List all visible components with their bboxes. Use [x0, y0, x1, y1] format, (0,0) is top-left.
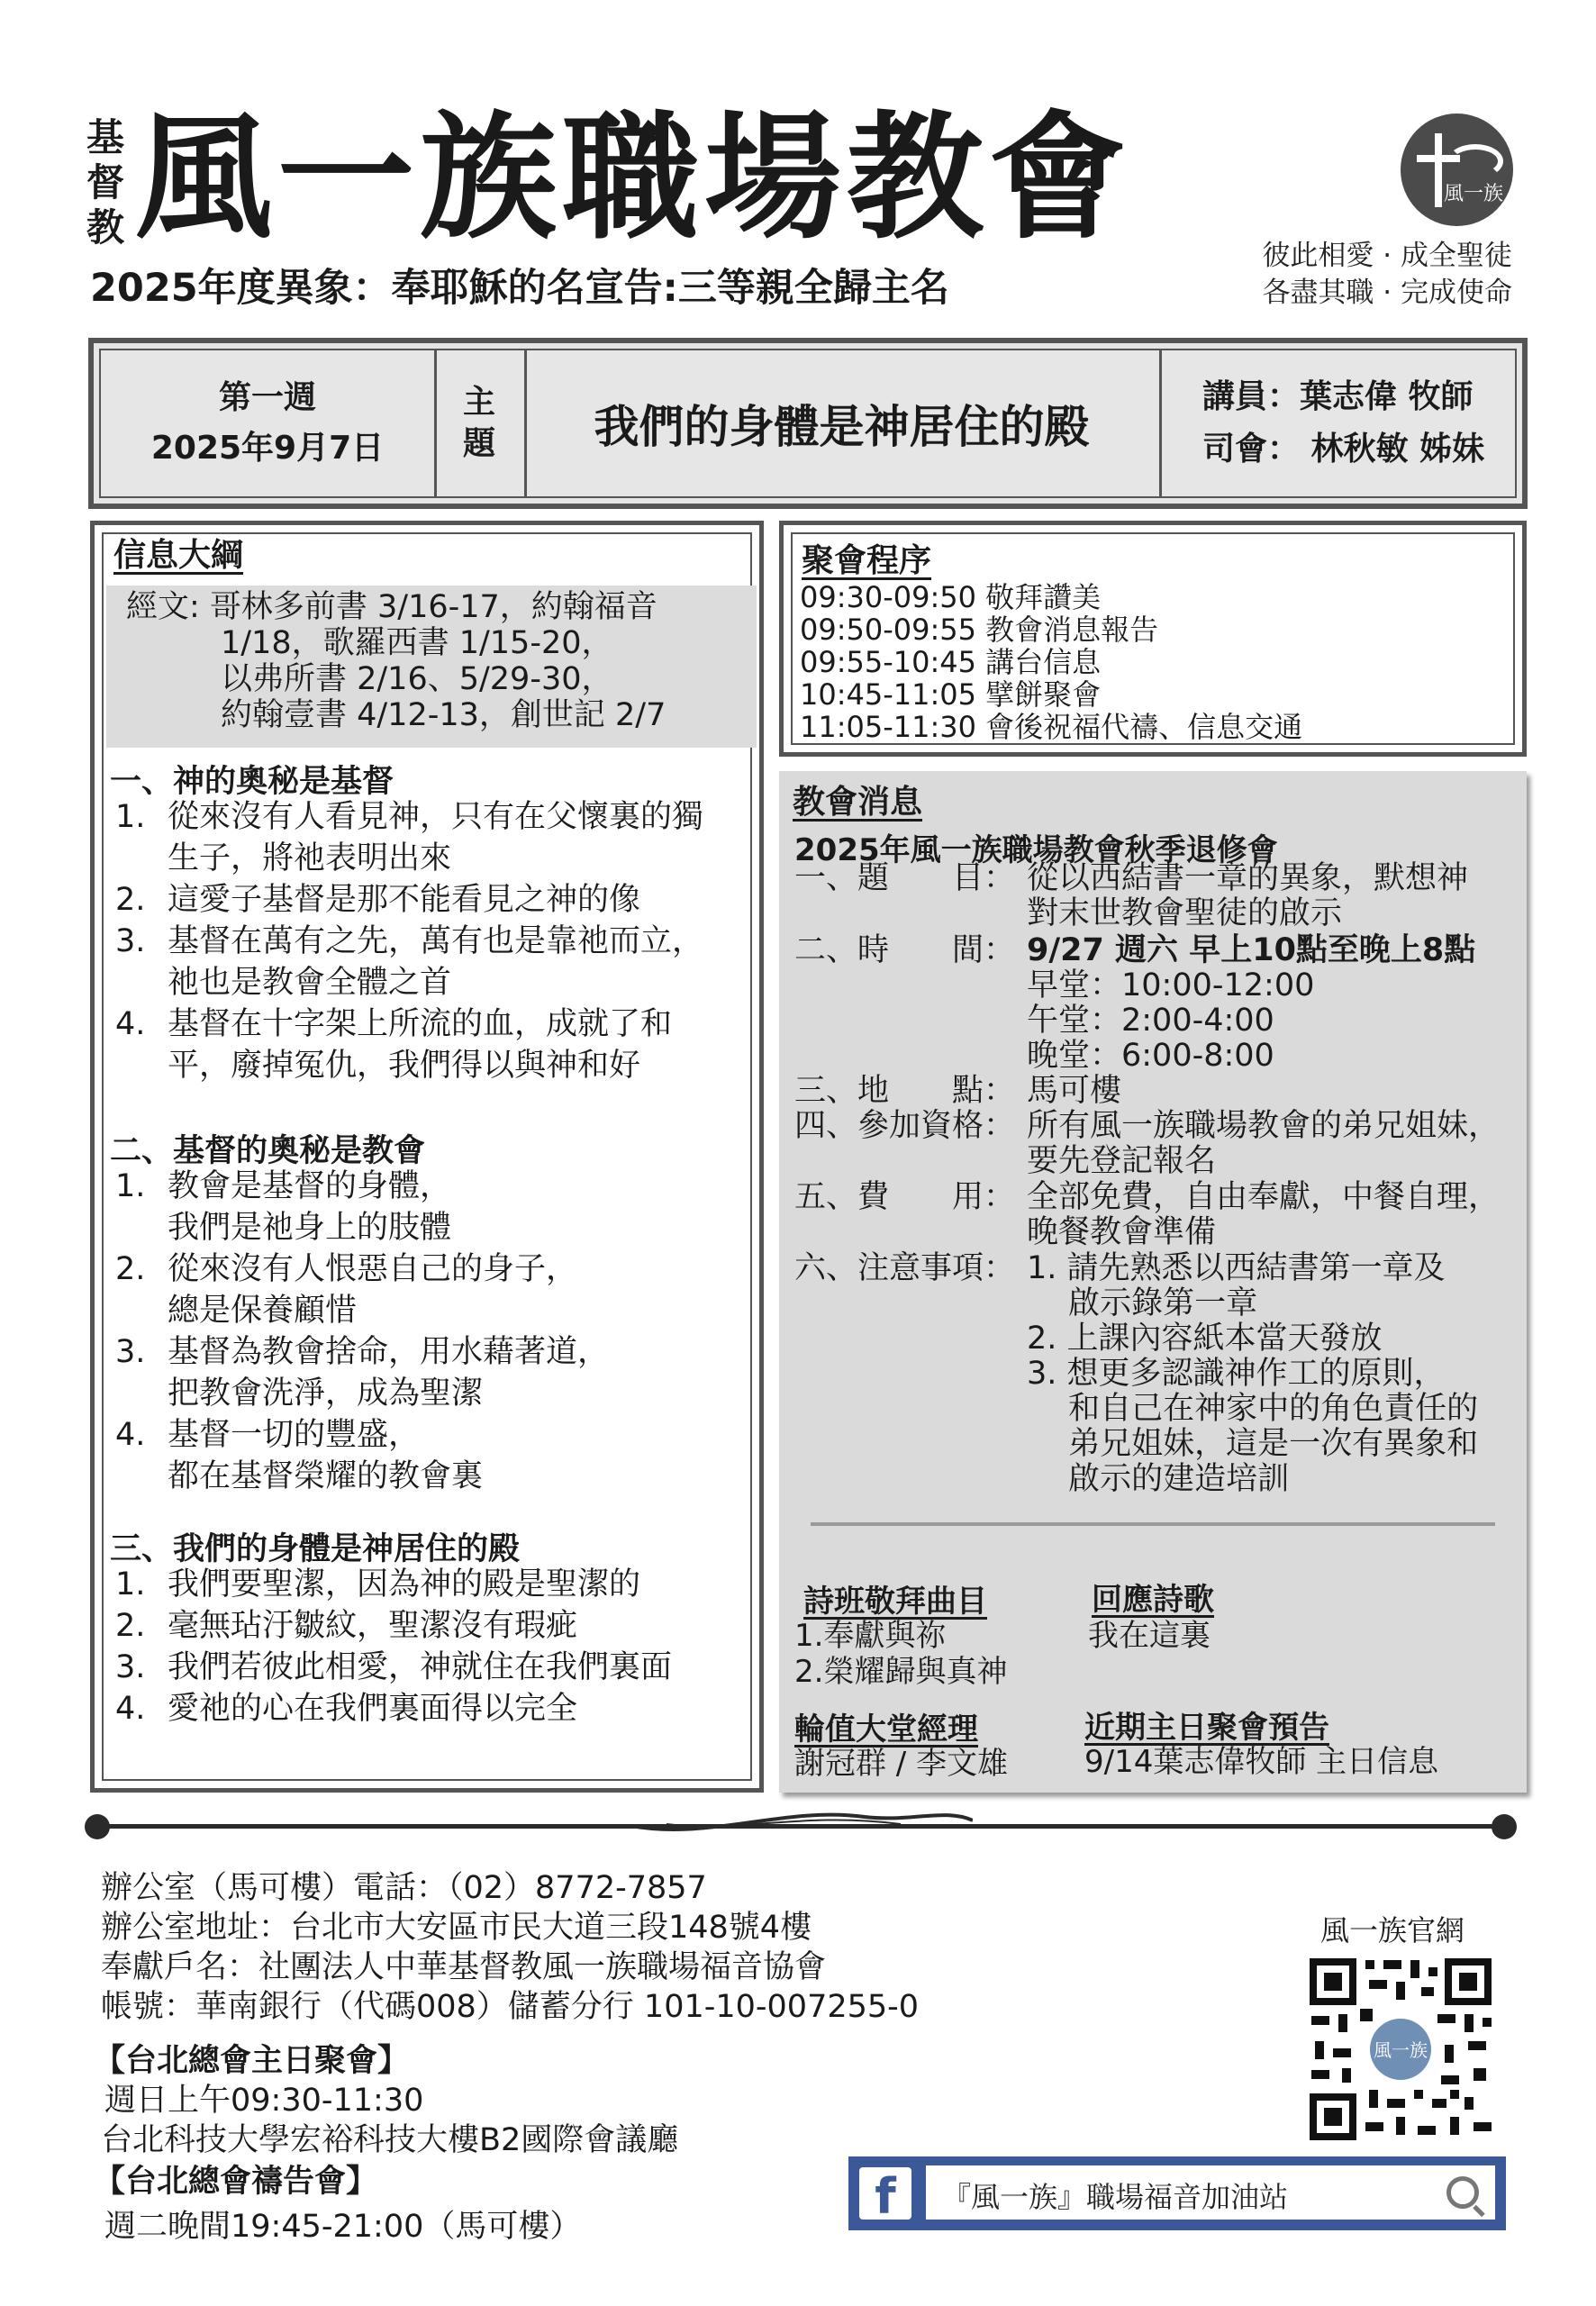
christian-vertical-label: 基 督 教 [86, 115, 124, 250]
sermon-people [1159, 350, 1515, 496]
account-number: 帳號：華南銀行（代碼008）儲蓄分行 101-10-007255-0 [101, 1989, 920, 2025]
item-text [168, 796, 703, 879]
item-number: 2. [115, 1608, 146, 1644]
list-item [110, 1248, 609, 1331]
item-number: 1. [115, 799, 146, 835]
program-item: 09:50-09:55 教會消息報告 [800, 613, 1159, 647]
annual-vision: 2025年度異象：奉耶穌的名宣告:三等親全歸主名 [90, 266, 949, 311]
scripture-line: 約翰壹書 4/12-13，創世記 2/7 [126, 697, 667, 733]
prayer-meeting-title: 【台北總會禱告會】 [94, 2164, 378, 2200]
list-item [110, 1166, 609, 1248]
event-title: 2025年風一族職場教會秋季退修會 [794, 832, 1278, 868]
motto [1262, 238, 1512, 312]
list-item [110, 921, 703, 1003]
motto-line: 彼此相愛 · 成全聖徒 [1262, 240, 1512, 272]
news-value: 3. 想更多認識神作工的原則， [1027, 1356, 1446, 1392]
item-number: 3. [115, 1334, 146, 1370]
program-item: 11:05-11:30 會後祝福代禱、信息交通 [800, 710, 1303, 744]
outline-section-title: 二、基督的奧秘是教會 [110, 1133, 426, 1169]
item-line: 都在基督榮耀的教會裏 [168, 1458, 484, 1494]
item-text: 毫無玷汙皺紋，聖潔沒有瑕疵 [168, 1608, 578, 1644]
cross-icon [1435, 133, 1442, 207]
response-heading: 回應詩歌 [1092, 1582, 1214, 1618]
item-text [168, 1003, 672, 1086]
item-line: 教會是基督的身體， [168, 1168, 452, 1204]
item-number: 2. [115, 1251, 146, 1287]
qr-logo-text: 風一族 [1374, 2039, 1428, 2061]
program-item: 10:45-11:05 擘餅聚會 [800, 677, 1102, 712]
outline-heading: 信息大綱 [113, 537, 244, 574]
facebook-icon[interactable]: f [859, 2167, 911, 2220]
news-value: 弟兄姐妹，這是一次有異象和 [1027, 1426, 1479, 1462]
outline-list [110, 1166, 609, 1497]
news-fee-row [794, 1180, 1500, 1215]
item-number: 1. [115, 1566, 146, 1602]
news-label: 六、注意事項： [794, 1250, 1016, 1286]
program-item: 09:30-09:50 敬拜讚美 [800, 580, 1102, 614]
sermon-week: 第一週 [218, 379, 316, 416]
item-line: 我們是祂身上的肢體 [168, 1210, 452, 1246]
news-label: 一、題 目： [794, 860, 1016, 896]
church-title: 風一族職場教會 [135, 98, 1131, 258]
item-line: 從來沒有人恨惡自己的身子， [168, 1251, 578, 1287]
manager-value: 謝冠群 / 李文雄 [794, 1746, 1009, 1782]
program-item: 09:55-10:45 講台信息 [800, 645, 1102, 679]
item-text [168, 1414, 483, 1497]
topic-label: 主 [462, 384, 495, 421]
news-divider [811, 1522, 1495, 1526]
sermon-week-cell [101, 350, 437, 496]
sermon-info-band [88, 338, 1528, 509]
list-item: 1.奉獻與祢 [794, 1618, 947, 1654]
item-number: 3. [115, 923, 146, 959]
item-line: 祂也是教會全體之首 [168, 965, 452, 1001]
item-text [168, 921, 703, 1003]
sunday-meeting-title: 【台北總會主日聚會】 [94, 2043, 410, 2079]
sermon-title: 我們的身體是神居住的殿 [524, 350, 1162, 496]
list-item [110, 1688, 672, 1730]
news-value: 啟示的建造培訓 [1027, 1461, 1290, 1497]
item-line: 生子，將祂表明出來 [168, 840, 452, 876]
item-number: 3. [115, 1649, 146, 1685]
news-time-row [794, 933, 1475, 968]
news-value: 晚堂：6:00-8:00 [1027, 1038, 1274, 1074]
topic-label: 題 [462, 425, 495, 462]
item-line: 基督為教會捨命，用水藉著道， [168, 1334, 610, 1370]
sunday-meeting-place: 台北科技大學宏裕科技大樓B2國際會議廳 [101, 2122, 679, 2158]
item-line: 基督一切的豐盛， [168, 1417, 421, 1453]
facebook-search-field[interactable] [926, 2165, 1495, 2220]
website-qr-code[interactable] [1306, 1955, 1495, 2144]
news-place-row [794, 1074, 1121, 1109]
outline-section-title: 一、神的奧秘是基督 [110, 764, 394, 800]
list-item: 2.榮耀歸與真神 [794, 1654, 1008, 1690]
sunday-meeting-time: 週日上午09:30-11:30 [104, 2083, 424, 2119]
news-value: 全部免費，自由奉獻，中餐自理， [1027, 1179, 1501, 1215]
list-item [110, 1647, 672, 1688]
news-topic-row [794, 861, 1468, 896]
item-text: 我們若彼此相愛，神就住在我們裏面 [168, 1649, 673, 1685]
item-text: 愛祂的心在我們裏面得以完全 [168, 1691, 578, 1727]
item-line: 從來沒有人看見神，只有在父懷裏的獨 [168, 799, 704, 835]
news-value: 對末世教會聖徒的啟示 [1027, 895, 1343, 931]
news-label: 三、地 點： [794, 1073, 1016, 1109]
list-item [110, 1605, 672, 1647]
list-item [110, 879, 703, 921]
sermon-date: 2025年9月7日 [150, 430, 385, 467]
facebook-page-name: 『風一族』職場福音加油站 [942, 2180, 1289, 2214]
website-label: 風一族官網 [1320, 1913, 1465, 1947]
news-value: 1. 請先熟悉以西結書第一章及 [1027, 1250, 1446, 1286]
manager-heading: 輪值大堂經理 [794, 1711, 978, 1748]
motto-line: 各盡其職 · 完成使命 [1262, 277, 1512, 309]
account-name: 奉獻戶名：社團法人中華基督教風一族職場福音協會 [101, 1949, 827, 1985]
item-text [168, 879, 640, 921]
divider-dot [85, 1814, 110, 1839]
choir-heading: 詩班敬拜曲目 [803, 1584, 987, 1620]
item-line: 平，廢掉冤仇，我們得以與神和好 [168, 1048, 641, 1084]
news-value: 午堂：2:00-4:00 [1027, 1003, 1274, 1039]
program-list [800, 581, 1302, 743]
news-value: 9/27 週六 早上10點至晚上8點 [1027, 932, 1476, 968]
news-value: 從以西結書一章的異象，默想神 [1027, 860, 1469, 896]
item-line: 基督在萬有之先，萬有也是靠祂而立， [168, 923, 704, 959]
item-number: 4. [115, 1417, 146, 1453]
news-label: 二、時 間： [794, 932, 1016, 968]
church-logo [1401, 113, 1513, 226]
scripture-text [126, 589, 666, 733]
item-line: 總是保養顧惜 [168, 1293, 358, 1329]
news-value: 啟示錄第一章 [1027, 1285, 1258, 1321]
item-text: 我們要聖潔，因為神的殿是聖潔的 [168, 1566, 641, 1602]
host: 司會： 林秋敏 姊妹 [1202, 431, 1485, 468]
news-value: 早堂：10:00-12:00 [1027, 967, 1315, 1003]
wind-icon [1447, 144, 1503, 178]
facebook-search-bar[interactable] [848, 2156, 1506, 2230]
scripture-line: 以弗所書 2/16、5/29-30， [126, 661, 613, 697]
news-label: 四、參加資格： [794, 1108, 1016, 1144]
item-number: 1. [115, 1168, 146, 1204]
outline-list [110, 796, 703, 1086]
choir-list [794, 1618, 1007, 1690]
item-number: 4. [115, 1691, 146, 1727]
speaker: 講員：葉志偉 牧師 [1202, 378, 1474, 415]
divider-dot [1492, 1814, 1517, 1839]
search-icon[interactable] [1446, 2176, 1479, 2209]
item-text [168, 1331, 609, 1414]
upcoming-value: 9/14葉志偉牧師 主日信息 [1084, 1744, 1439, 1780]
list-item [110, 796, 703, 879]
list-item [110, 1331, 609, 1414]
item-text [168, 1248, 577, 1331]
divider-ornament [630, 1797, 973, 1851]
news-value: 2. 上課內容紙本當天發放 [1027, 1321, 1383, 1357]
news-notes-row [794, 1251, 1446, 1286]
outline-list [110, 1564, 672, 1730]
news-qual-row [794, 1109, 1500, 1144]
list-item [110, 1564, 672, 1605]
item-line: 把教會洗淨，成為聖潔 [168, 1375, 484, 1412]
scripture-line: 1/18，歌羅西書 1/15-20， [126, 625, 613, 661]
news-heading: 教會消息 [793, 784, 923, 821]
item-number: 4. [115, 1006, 146, 1042]
scripture-box [106, 586, 757, 748]
scripture-line: 經文: 哥林多前書 3/16-17，約翰福音 [126, 589, 657, 625]
prayer-meeting-time: 週二晚間19:45-21:00（馬可樓） [104, 2209, 582, 2245]
response-song: 我在這裏 [1088, 1618, 1211, 1654]
news-value: 晚餐教會準備 [1027, 1214, 1217, 1250]
list-item [110, 1003, 703, 1086]
news-value: 和自己在神家中的角色責任的 [1027, 1391, 1479, 1427]
item-text [168, 1166, 451, 1248]
program-heading: 聚會程序 [802, 542, 932, 579]
news-value: 要先登記報名 [1027, 1143, 1217, 1179]
list-item [110, 1414, 609, 1497]
topic-label-cell [434, 350, 527, 496]
news-value: 所有風一族職場教會的弟兄姐妹， [1027, 1108, 1501, 1144]
logo-text: 風一族 [1444, 183, 1504, 205]
office-address: 辦公室地址：台北市大安區市民大道三段148號4樓 [101, 1910, 812, 1946]
item-line: 這愛子基督是那不能看見之神的像 [168, 882, 641, 918]
outline-section-title: 三、我們的身體是神居住的殿 [110, 1531, 521, 1567]
news-label: 五、費 用： [794, 1179, 1016, 1215]
item-line: 基督在十字架上所流的血，成就了和 [168, 1006, 673, 1042]
news-value: 馬可樓 [1027, 1073, 1122, 1109]
office-phone: 辦公室（馬可樓）電話：（02）8772-7857 [101, 1870, 707, 1906]
upcoming-heading: 近期主日聚會預告 [1084, 1710, 1329, 1746]
sermon-info-frame [99, 349, 1517, 498]
item-number: 2. [115, 882, 146, 918]
